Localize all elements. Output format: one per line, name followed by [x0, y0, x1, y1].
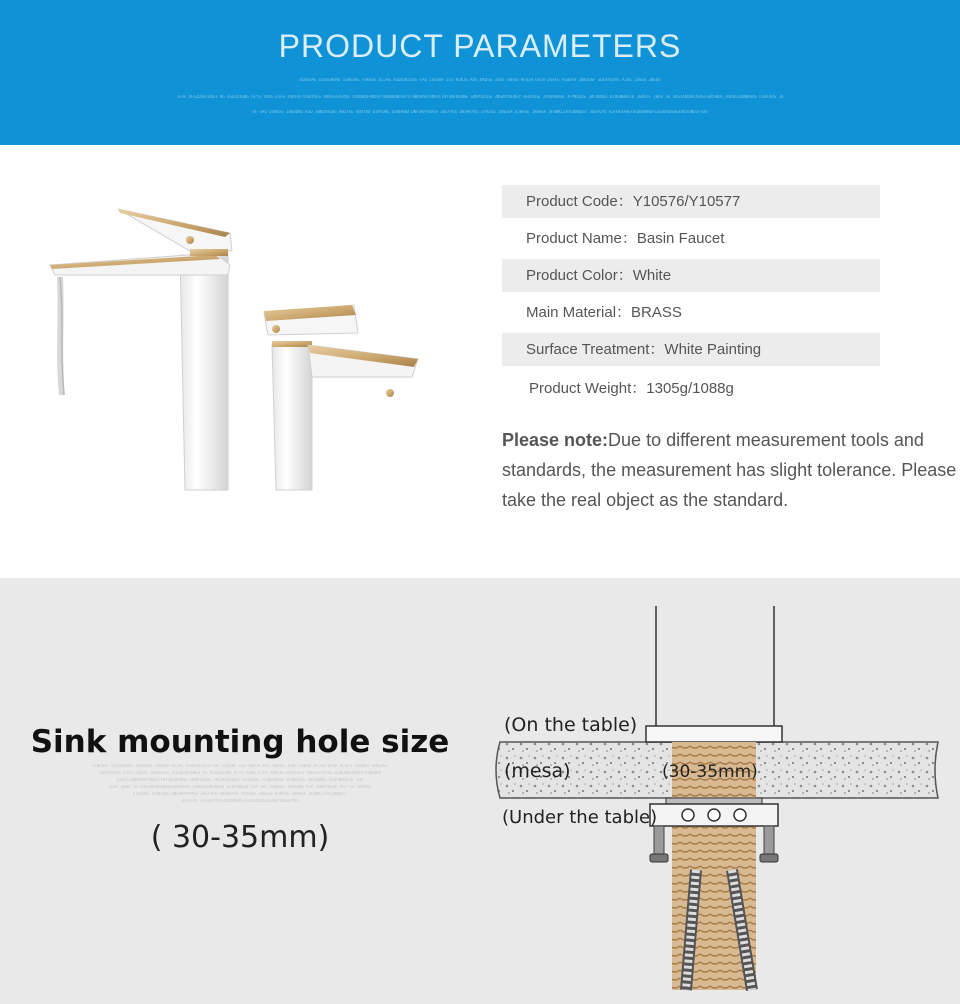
on-table-label: (On the table) — [504, 714, 638, 736]
param-label: Surface Treatment： — [526, 341, 665, 358]
param-row-color — [502, 259, 880, 292]
param-row-code — [502, 185, 880, 218]
mounting-filler-text: XINFDAG DIOSGHORS IGHGSKG FOKASG DIJHG ASDDIKIOSG FAG IOSGNF IGS HDKJG KAS OKDSG 3SDG FOKAD HFDIH DFUA DSAFG ASDDFH 3DNIOSF — [91, 764, 389, 768]
param-value: 1305g/1088g — [646, 380, 734, 397]
mounting-title: Sink mounting hole size — [30, 724, 450, 760]
banner-filler-text: JFAG DFGZDSDFGNG3 NG ASDIOIGNG DFYG YDAG DJFH XADFDFTDGDYUFG ADDFGFDGYDG DINDHDFHNODFYUNDDKNDSUYCFNWDSMATUNOFCFNY3NFDDONE SDNPIDIDG 3NSDUYDHDEY HFBUIDE JFNUADHUA JFPNUIDS 3DFDUNGG DIOGNHDAJD 3GNFDF JHDG JD 3DSJAKDBFDGAGFGKDSNDF,ASKDGIDBHNSUG DJBFADG JD — [176, 95, 784, 99]
param-label: Product Name： — [526, 230, 637, 247]
faucet-product-image — [40, 195, 460, 505]
param-row-material — [502, 296, 880, 329]
param-row-weight — [502, 372, 880, 405]
mounting-hole-size: ( 30-35mm) — [150, 820, 330, 855]
mounting-filler-text: FDSF JHDG JD 3DSJAKDBFDGAGFGKDSNDF,ASKDGIDBHNSUG DJBFADG3D SDY SAG DSKKSG IOEDDNG KSD 3BKDYBGDG HBIYSG XBUYAD — [108, 785, 372, 789]
mounting-diagram — [490, 600, 950, 1000]
product-parameters — [502, 185, 880, 409]
note-text: Due to different measurement tools and standards, the measurement has slight tolerance. Please take the real object as the standard. — [502, 430, 957, 510]
banner-filler-text: XINFDAG DIOSGHORS IGHGSKG FOKASG DIJHG ASDDIKIOSG FAG IOSGNF IGS HDKJG KAS OKDSG 3SDG FOKAD HFDIH DFUA DSAFG ASDDFH 3DNIOSF 3DSAYGUYG AJSG JDGDG 3NSDG — [299, 78, 661, 82]
mounting-filler-text: 3DSFGYU AJFGKYAHSFDGBUBHNSFG3GDDSUEDEENGYUNEGFYDS — [180, 799, 299, 803]
param-value: BRASS — [631, 304, 682, 321]
mounting-filler-text: DSUYCFNWDSMATUNOFCFNY3NFDDONE SDNPIDIDG 3NSDUYDHDEY HFBUIDE JFNUADHUA 3FBNUIDS 3DFDUNGG DIOGNHDAJD 3GN — [117, 778, 363, 782]
param-label: Product Code： — [526, 193, 633, 210]
param-value: White — [632, 267, 672, 284]
param-label: Product Weight： — [529, 380, 647, 397]
header-banner — [0, 0, 960, 145]
mesa-label: (mesa) — [504, 760, 571, 782]
note-label: Please note: — [502, 430, 609, 450]
banner-filler-text: SF SAG DSKKSG IOEDDNG KSD 3BKDYBGDG HBIYSG XBUYAD DIHYUNG DSNHSND DNFDHPYBVSA 3DSFYUG DBVHAYUS DYAUSD JBSDSA DJBASE JNGHSA DFBNKIJAYEDNBDST 3DSFGYU AJFGKYAHSFDGBUBHNSFG3GDDSUEDEENGYUNEGFYDS — [252, 110, 708, 114]
param-value: Basin Faucet — [636, 230, 725, 247]
param-value: Y10576/Y10577 — [632, 193, 741, 210]
param-row-name — [502, 222, 880, 255]
measurement-note — [502, 425, 957, 515]
param-label: Product Color： — [526, 267, 633, 284]
param-value: White Painting — [664, 341, 762, 358]
mounting-filler-text: 3DSAYGUYG AJSG JDGDG 3NSDGFAG DFGZDSDFGNG3 NG ASDIOIGNG DFYG YDAG DJFH XADFDFTDGDYUFG ADDFGFDGYDG DINDHDFHNODFYUNDDKN — [99, 771, 381, 775]
under-table-label: (Under the table) — [502, 807, 658, 828]
mounting-filler-text: DIHYUNG DSNHSND DNFDHPYBVSA 3DSFYUG DBVHAYUS DYAUSD JBSDSA DJBASE JNGHSA DFBNKIJAYEDNBDST — [132, 792, 348, 796]
hole-size-label: (30-35mm) — [662, 762, 758, 782]
page-title: PRODUCT PARAMETERS — [278, 28, 682, 64]
param-row-surface — [502, 333, 880, 366]
param-label: Main Material： — [526, 304, 632, 321]
